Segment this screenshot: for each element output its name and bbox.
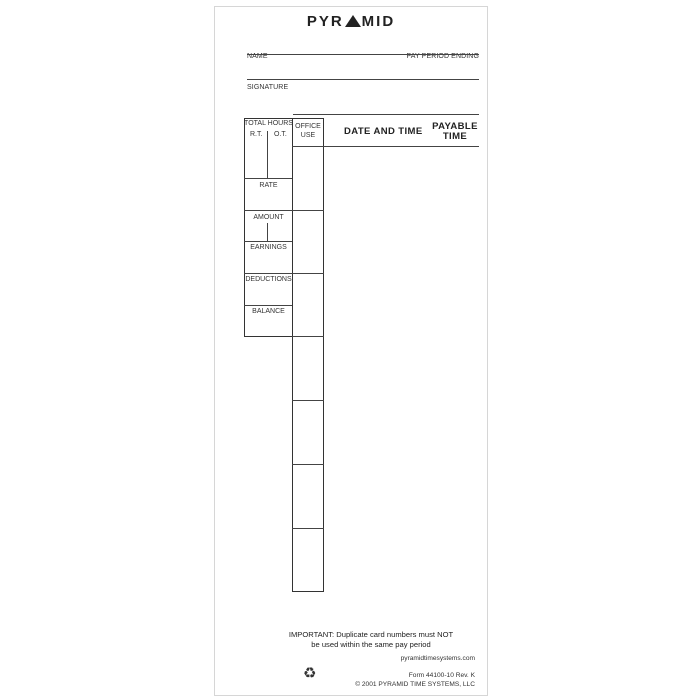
- balance-label: BALANCE: [252, 308, 285, 315]
- office-use-line2: USE: [300, 132, 316, 139]
- logo-text-start: PYR: [306, 13, 344, 30]
- header-bottom-rule: [323, 146, 479, 147]
- logo-text-end: MID: [361, 13, 396, 30]
- payable-line2: TIME: [442, 131, 468, 142]
- total-hours-label: TOTAL HOURS: [244, 120, 293, 127]
- notice-line2: be used within the same pay period: [311, 640, 431, 649]
- important-notice: [255, 630, 487, 650]
- office-row-3: [292, 273, 324, 274]
- office-row-2: [292, 210, 324, 211]
- office-row-6: [292, 464, 324, 465]
- ot-label: O.T.: [274, 131, 287, 138]
- summary-rule-2: [244, 210, 293, 211]
- office-row-7: [292, 528, 324, 529]
- name-label: NAME: [247, 53, 268, 60]
- form-number: Form 44100-10 Rev. K: [408, 672, 475, 679]
- office-use-line1: OFFICE: [295, 123, 321, 130]
- date-time-header: DATE AND TIME: [344, 126, 423, 137]
- pay-period-label: PAY PERIOD ENDING: [406, 53, 479, 60]
- office-use-column: [292, 118, 324, 592]
- recycle-icon: ♻: [303, 665, 317, 682]
- logo-triangle-icon: [345, 15, 361, 27]
- earnings-label: EARNINGS: [250, 244, 287, 251]
- summary-rule-3: [244, 241, 293, 242]
- signature-label: SIGNATURE: [247, 84, 289, 91]
- office-row-1: [292, 146, 324, 147]
- copyright-text: © 2001 PYRAMID TIME SYSTEMS, LLC: [355, 681, 475, 688]
- office-row-5: [292, 400, 324, 401]
- notice-line1: IMPORTANT: Duplicate card numbers must NOT: [288, 630, 454, 639]
- amount-label: AMOUNT: [253, 214, 284, 221]
- payable-time-header: [427, 122, 483, 142]
- signature-line[interactable]: [247, 79, 479, 80]
- rt-label: R.T.: [250, 131, 263, 138]
- time-card: [214, 6, 488, 696]
- office-use-header: [292, 122, 324, 140]
- amount-divider: [267, 223, 268, 241]
- pyramid-logo: [215, 13, 487, 30]
- website-text: pyramidtimesystems.com: [400, 655, 475, 662]
- table-top-rule: [293, 114, 479, 115]
- summary-rule-4: [244, 273, 293, 274]
- name-line[interactable]: [247, 54, 479, 55]
- office-row-4: [292, 336, 324, 337]
- deductions-label: DEDUCTIONS: [245, 276, 292, 283]
- rt-ot-divider: [267, 131, 268, 179]
- summary-rule-1: [244, 178, 293, 179]
- summary-rule-5: [244, 305, 293, 306]
- payable-line1: PAYABLE: [432, 121, 478, 132]
- rate-label: RATE: [259, 182, 278, 189]
